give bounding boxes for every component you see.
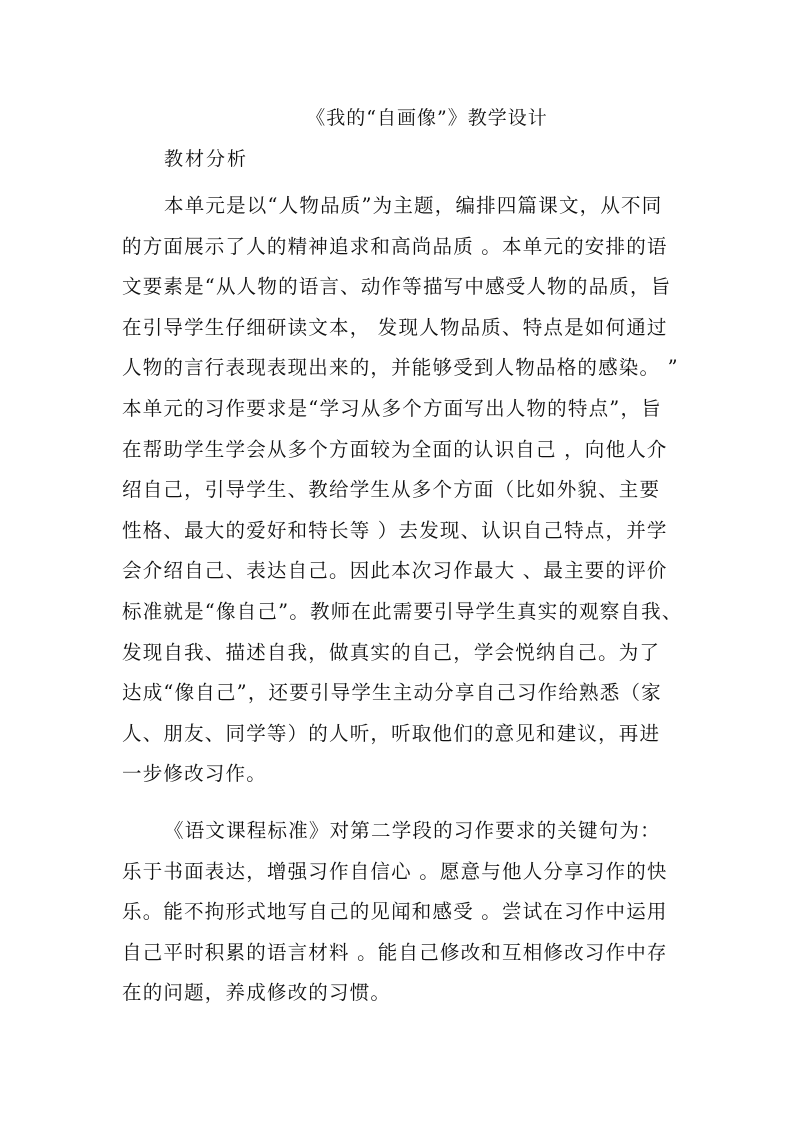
paragraph-line: 人、朋友、同学等）的人听，听取他们的意见和建议，再进 (122, 721, 661, 745)
paragraph-line: 人物的言行表现表现出来的，并能够受到人物品格的感染。 ” (122, 356, 679, 380)
paragraph-line: 自己平时积累的语言材料 。能自己修改和互相修改习作中存 (122, 940, 668, 964)
paragraph-line: 在的问题，养成修改的习惯。 (122, 981, 392, 1005)
paragraph-line: 乐于书面表达，增强习作自信心 。愿意与他人分享习作的快 (122, 859, 668, 883)
paragraph-line: 在帮助学生学会从多个方面较为全面的认识自己 ，向他人介 (122, 437, 668, 461)
paragraph-line: 性格、最大的爱好和特长等 ）去发现、认识自己特点，并学 (122, 518, 668, 542)
paragraph-line: 在引导学生仔细研读文本， 发现人物品质、特点是如何通过 (122, 315, 668, 339)
paragraph-curriculum-standard (122, 811, 692, 1014)
paragraph-line: 乐。能不拘形式地写自己的见闻和感受 。尝试在习作中运用 (122, 900, 668, 924)
paragraph-line: 的方面展示了人的精神追求和高尚品质 。本单元的安排的语 (122, 234, 668, 258)
section-heading: 教材分析 (164, 148, 249, 170)
paragraph-textbook-analysis (122, 186, 692, 795)
paragraph-line: 《语文课程标准》对第二学段的习作要求的关键句为： (164, 819, 661, 842)
paragraph-line: 会介绍自己、表达自己。因此本次习作最大 、最主要的评价 (122, 559, 668, 583)
document-title: 《我的“自画像”》教学设计 (306, 107, 548, 129)
paragraph-line: 标准就是“像自己”。教师在此需要引导学生真实的观察自我、 (122, 599, 683, 623)
paragraph-line: 文要素是“从人物的语言、动作等描写中感受人物的品质，旨 (122, 275, 672, 299)
paragraph-line: 发现自我、描述自我，做真实的自己，学会悦纳自己。为了 (122, 640, 661, 664)
paragraph-line: 达成“像自己”，还要引导学生主动分享自己习作给熟悉（家 (122, 681, 662, 705)
paragraph-line: 本单元是以“人物品质”为主题，编排四篇课文，从不同 (164, 194, 663, 217)
paragraph-line: 本单元的习作要求是“学习从多个方面写出人物的特点”，旨 (122, 396, 662, 420)
paragraph-line: 一步修改习作。 (122, 762, 267, 786)
paragraph-line: 绍自己，引导学生、教给学生从多个方面（比如外貌、主要 (122, 478, 661, 502)
